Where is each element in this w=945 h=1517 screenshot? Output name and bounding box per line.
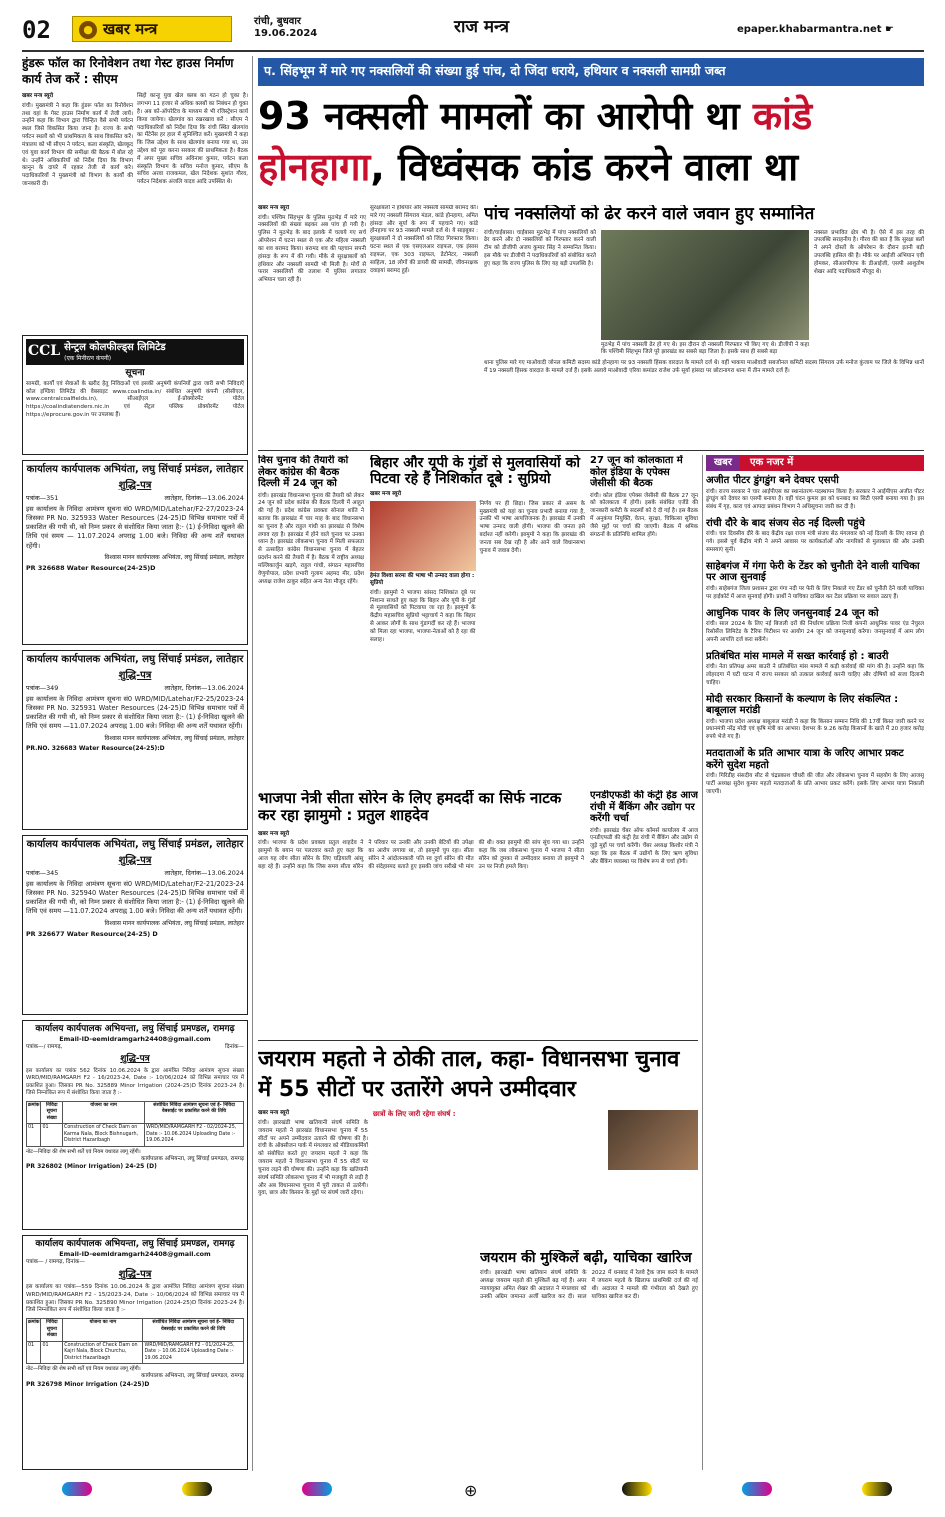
brand-logo-icon: ● [79,21,97,39]
header-date: रांची, बुधवार 19.06.2024 [254,16,318,39]
left-story-headline: हुंडरू फॉल का रिनोवेशन तथा गेस्ट हाउस निर्माण कार्य तेज करें : सीएम [22,56,234,86]
ccl-tag: सूचना [125,367,145,378]
masthead [22,14,924,48]
ccl-notice [22,335,248,455]
ek-nazar-item: रांची दौरे के बाद संजय सेठ नई दिल्ली पहुंचे रांची। चार दिवसीय दौरे के बाद केंद्रीय रक्षा राज्य मंत्री संजय सेठ मंगलवार को नई दिल्ली के लिए रवाना हो गये। इससे पूर्व केंद्रीय मंत्री ने अपने आवास पर कार्यकर्ताओं और नागरिकों से मुलाकात की और उनकी समस्याएं सुनीं। [706,517,924,554]
supriyo-photo [370,501,476,571]
honour-story: पांच नक्सलियों को ढेर करने वाले जवान हुए सम्मानित रांची/चाईबासा। चाईबासा मुठभेड़ में पांच नक्सलियों को ढेर करने और दो नक्सलियों को गिरफ्तार करने वाली टीम को डीजीपी अजय कुमार सिंह ने सम्मानित किया। इस मौके पर डीजीपी ने पदाधिकारियों को संबोधित करते हुए कहा कि राज्य पुलिस के लिए यह बड़ी उपलब्धि है। मुठभेड़ में पांच नक्सली ढेर हो गए थे। इस दौरान दो नक्सली गिरफ्तार भी किए गए थे। डीजीपी ने कहा कि पश्चिमी सिंहभूम जिले पूरे झारखंड का सबसे बड़ा जिला है। इसके साथ ही सबसे बड़ा नक्सल प्रभावित क्षेत्र भी है। ऐसे में इस तरह की उपलब्धि सराहनीय है। गौरव की बात है कि सुरक्षा बलों ने अपने दोस्तों के ऑपरेशन के दौरान इतनी बड़ी उपलब्धि हासिल की है। मौके पर आईजी अभियान एवी होमकर, सीआरपीएफ के डीआईजी, एसपी आशुतोष शेखर आदि पदाधिकारी मौजूद थे। थाना पुलिस मारे गए माओवादी जोनल कमिटी सदस्य कांडे होनहागा पर 93 नक्सली हिंसक वारदात के मामले दर्ज थे। वहीं भाकपा माओवादी सबजोनल कमिटी सदस्य सिंगराय उर्फ मनोज कुंजाम पर जिले के विभिन्न थानों में 19 नक्सली हिंसक वारदात के मामले दर्ज हैं। इसके अलावे माओवादी एरिया कमांडर राजेश उर्फ सूर्या हांसदा पर छोटानागरा थाना में तीन मामले दर्ज हैं। [484,205,924,375]
notice-latehar-2: कार्यालय कार्यपालक अभियंता, लघु सिंचाई प्रमंडल, लातेहार शुद्धि-पत्र पत्रांक—349 लातेहार, दिनांक—13.06.2024 इस कार्यालय के निविदा आमंत्रण सूचना सं0 WRD/MID/Latehar/F2-25/2023-24 जिसका PR No. 325931 Water Resources (24-25)D विभिन्न समाचार पत्रों में प्रकाशित की गयी थी, को निम्न प्रकार से संशोधित किया जाता है:- (1) ई-निविदा खुलने की तिथि एवं समय —11.07.2024 अपराह्न 1.00 बजे। निविदा की अन्य शर्तें यथावत रहेंगी। विश्वास मानन कार्यपालक अभियंता, लघु सिंचाई प्रमंडल, लातेहार PR.NO. 326683 Water Resource(24-25):D [22,650,248,830]
ek-nazar-item: आधुनिक पावर के लिए जनसुनवाई 24 जून को रांची। साल 2024 के लिए नई बिजली दरों की निर्धारण प्रक्रिया निजी कंपनी आधुनिक पावर एंड नेचुरल रिसोर्सेज लिमिटेड के टैरिफ पिटीशन पर आयोग 24 जून को जनसुनवाई करेगा। जनसुनवाई में आम लोग अपनी आपत्ति दर्ज करा सकेंगे। [706,607,924,643]
notice-ramgarh-1: कार्यालय कार्यपालक अभियन्ता, लघु सिंचाई प्रमण्डल, रामगढ़ Email-ID-eemidramgarh24408@gmail.com पत्रांक—/ रामगढ़, दिनांक— शुद्धि-पत्र इस कार्यालय का पत्रांक 562 दिनांक 10.06.2024 के द्वारा आमंत्रित निविदा आमंत्रण सूचना संख्या WRD/MID/RAMGARH F2 - 16/2023-24, Date :- 10/06/2024 को विभिन्न समाचार पत्र में प्रकाशित हुआ। जिसका PR No. 325889 Minor Irrigation (2024-25)D दिनांक 2023-24 है। जिसे निम्नांकित रूप में संशोधित किया जाता है :- क्रमांक निविदा सूचना संख्या योजना का नाम संशोधित निविदा आमंत्रण सूचना एवं ई- निविदा वेबसाईट पर प्रकाशित करने की तिथि 01 01 Construction of Check Dam on Karma Nala, Block Bishnugarh, District Hazaribagh WRD/MID/RAMGARH F2 - 02/2024-25, Date :- 10.06.2024 Uploading Date :- 19.06.2024 नोट—निविदा की शेष सभी शर्तें एवं नियम यथावत लागू रहेंगी। कार्यपालक अभियन्ता, लघु सिंचाई प्रमण्डल, रामगढ़ PR 326802 (Minor Irrigation) 24-25 (D) [22,1020,248,1230]
color-mark [622,1482,652,1496]
left-story [22,56,248,326]
notice-ramgarh-1-table: क्रमांक निविदा सूचना संख्या योजना का नाम संशोधित निविदा आमंत्रण सूचना एवं ई- निविदा वेबसाईट पर प्रकाशित करने की तिथि 01 01 Construction of Check Dam on Karma Nala, Block Bishnugarh, District Hazaribagh WRD/MID/RAMGARH F2 - 02/2024-25, Date :- 10.06.2024 Uploading Date :- 19.06.2024 [26,1101,244,1147]
ek-nazar-box [706,455,924,1470]
ek-nazar-item: मोदी सरकार किसानों के कल्याण के लिए संकल्पित : बाबूलाल मरांडी रांची। भाजपा प्रदेश अध्यक्ष बाबूलाल मरांडी ने कहा कि किसान सम्मान निधि की 17वीं किस्त जारी करने पर प्रधानमंत्री नरेंद्र मोदी एवं कृषि मंत्री का आभार। देशभर के 9.26 करोड़ किसानों के खाते में 20 हजार करोड़ रुपये भेजे गए हैं। [706,693,924,741]
notice-latehar-1: कार्यालय कार्यपालक अभियंता, लघु सिंचाई प्रमंडल, लातेहार शुद्धि-पत्र पत्रांक—351 लातेहार, दिनांक—13.06.2024 इस कार्यालय के निविदा आमंत्रण सूचना सं0 WRD/MID/Latehar/F2-27/2023-24 जिसका PR No. 325933 Water Resources (24-25)D विभिन्न समाचार पत्रों में प्रकाशित की गयी थी, को निम्न प्रकार से संशोधित किया जाता है:- (1) ई-निविदा खुलने की तिथि एवं समय — 11.07.2024 अपराह्न 1.00 बजे। निविदा की अन्य शर्तें यथावत रहेंगी। विश्वास मानन कार्यपालक अभियंता, लघु सिंचाई प्रमंडल, लातेहार PR 326688 Water Resource(24-25)D [22,460,248,645]
left-story-col2: सिद्दो कान्हू युवा खेल क्लब का गठन हो चुका है। लगभग 11 हजार से अधिक क्लबों का निबंधन हो चुका है। अब को-ऑपरेटिव के माध्यम से भी रजिस्ट्रेशन कार्य किया जायेगा। खेलगांव का रखरखाव करें : सीएम ने पदाधिकारियों को निर्देश दिया कि रांची स्थित खेलगांव का मेंटेनेंस हर हाल में सुनिश्चित करें। मुख्यमंत्री ने कहा कि जिस उद्देश्य के साथ खेलगांव बनाया गया था, उस उद्देश्य को पूरा करना सरकार की प्राथमिकता है। बैठक में अपर मुख्य सचिव अविनाश कुमार, पर्यटन कला संस्कृति विभाग के सचिव मनोज कुमार, सीएम के सचिव अरवा राजकमल, खेल निदेशक सुशांत गौरव, पर्यटन निदेशक अंजलि यादव आदि उपस्थित थे। [137,93,248,186]
cursor-icon: ☛ [885,24,894,35]
section-name: राज मन्त्र [454,17,509,37]
color-mark [302,1482,332,1496]
honour-headline: पांच नक्सलियों को ढेर करने वाले जवान हुए सम्मानित [484,205,815,224]
lead-headline: 93 नक्सली मामलों का आरोपी था कांडे होनहागा, विध्वंसक कांड करने वाला था [258,94,813,190]
kolkata-story: 27 जून को कोलकाता में कोल इंडिया के एपेक्स जेसीसी की बैठक रांची। कोल इंडिया एपेक्स जेसीसी की बैठक 27 जून को कोलकाता में होगी। इसके संबंधित एजेंडे की जानकारी कमेटी के सदस्यों को दे दी गई है। इस बैठक में अनुकंपा नियुक्ति, वेतन, सुरक्षा, चिकित्सा सुविधा जैसे मुद्दों पर चर्चा की जाएगी। बैठक में श्रमिक संगठनों के प्रतिनिधि शामिल होंगे। [590,455,698,538]
color-mark [742,1482,772,1496]
left-story-col1: रांची। मुख्यमंत्री ने कहा कि हुंडरू फॉल का रिनोवेशन तथा वहां के गेस्ट हाउस निर्माण कार्य में तेजी लायें। उन्होंने कहा कि विभाग द्वारा चिन्हित वैसे सभी पर्यटन स्थल जिसे विकसित किया जाना है। राज्य के सभी पर्यटन स्थलों को भी प्राथमिकता के साथ विकसित करें। मंत्रालय को भी सीएम ने पर्यटन, कला संस्कृति, खेलकूद एवं युवा कार्य विभाग की समीक्षा की बैठक में बोल रहे थे। उन्होंने अधिकारियों को निर्देश दिया कि विभाग कानून के दायरे में रहकर तेजी से कार्य करे। पदाधिकारियों ने मुख्यमंत्री को विभाग के कार्यों की जानकारी दी। [22,102,134,188]
ccl-subtitle: (एक मिनीरत्न कंपनी) [64,354,112,362]
color-mark [62,1482,92,1496]
ek-nazar-item: मतदाताओं के प्रति आभार यात्रा के जरिए आभार प्रकट करेंगे सुदेश महतो रांची। गिरिडीह संसदीय सीट से चंद्रप्रकाश चौधरी की जीत और लोकसभा चुनाव में सहयोग के लिए आजसू पार्टी अध्यक्ष सुदेश कुमार महतो मतदाताओं के प्रति आभार प्रकट करेंगे। इसके लिए आभार यात्रा निकाली जाएगी। [706,748,924,795]
header-url: epaper.khabarmantra.net ☛ [737,24,894,35]
ek-nazar-item: अजीत पीटर डुंगडुंग बने देवघर एसपी रांची। राज्य सरकार ने चार आईपीएस का स्थानांतरण-पदस्थापन किया है। सरकार ने आईपीएस अजीत पीटर डुंगडुंग को देवघर का एसपी बनाया है। वहीं चंदन कुमार झा को धनबाद का सिटी एसपी बनाया गया है। इस संबंध में गृह, कारा एवं आपदा प्रबंधन विभाग ने अधिसूचना जारी कर दी है। [706,475,924,511]
registration-mark-icon: ⊕ [464,1481,478,1500]
lead-strap: प. सिंहभूम में मारे गए नक्सलियों की संख्या हुई पांच, दो जिंदा धराये, हथियार व नक्सली सामग्री जब्त [258,58,924,86]
color-mark [862,1482,892,1496]
jairam-photo [608,1110,698,1170]
ccl-logo-icon: CCL [28,343,61,360]
congress-story: विस चुनाव की तैयारी को लेकर कांग्रेस की बैठक दिल्ली में 24 जून को रांची। झारखंड विधानसभा चुनाव की तैयारी को लेकर 24 जून को प्रदेश कांग्रेस की बैठक दिल्ली में आहूत की गई है। प्रदेश कांग्रेस प्रवक्ता सोनाल शांति ने बताया कि झारखंड में चार माह के बाद विधानसभा का चुनाव है और राहुल गांधी का झारखंड से विशेष लगाव रहा है। झारखंड में होने वाले चुनाव पर उनका ध्यान है। झारखंड लोकसभा चुनाव में मिली सफलता से उत्साहित कांग्रेस विधानसभा चुनाव में बेहतर प्रदर्शन करने की तैयारी में है। बैठक में राष्ट्रीय अध्यक्ष मल्लिकार्जुन खड़गे, राहुल गांधी, संगठन महासचिव वेणुगोपाल, प्रदेश प्रभारी गुलाम अहमद मीर, प्रदेश अध्यक्ष राजेश ठाकुर सहित अन्य नेता मौजूद रहेंगे। [258,455,364,585]
jairam-story: जयराम महतो ने ठोकी ताल, कहा- विधानसभा चुनाव में 55 सीटों पर उतारेंगे अपने उम्मीदवार खबर मन्त्र ब्यूरो रांची। झारखंडी भाषा खतियानी संघर्ष समिति के जयराम महतो ने झारखंड विधानसभा चुनाव में 55 सीटों पर अपने उम्मीदवार उतारने की घोषणा की है। रांची के ऑक्सीजन पार्क में मंगलवार को मीडियाकर्मियों को संबोधित करते हुए जयराम महतो ने कहा कि जयराम महतो ने विधानसभा चुनाव में 55 सीटों पर चुनाव लड़ने की घोषणा की। उन्होंने कहा कि खतियानी संघर्ष समिति लोकसभा चुनाव में भी मजबूती से लड़ी है और अब विधानसभा चुनाव में पूरी ताकत से उतरेगी। युवा, छात्र और किसान के मुद्दों पर संघर्ष जारी रहेगा। छात्रों के लिए जारी रहेगा संघर्ष : [258,1045,698,1245]
ccl-title: सेन्ट्रल कोलफील्ड्स लिमिटेड [64,342,166,353]
ndfd-story: एनडीएफडी की कंट्री हेड आज रांची में बैंकिंग और उद्योग पर करेंगी चर्चा रांची। झारखंड चेंबर ऑफ कॉमर्स कार्यालय में आज एनडीएफडी की कंट्री हेड रांची में बैंकिंग और उद्योग से जुड़े मुद्दों पर चर्चा करेंगी। चेंबर अध्यक्ष किशोर मंत्री ने कहा कि इस बैठक में उद्योगों के लिए ऋण सुविधा और बैंकिंग व्यवस्था पर विशेष रूप से चर्चा होगी। [590,790,698,865]
left-story-byline: खबर मन्त्र ब्यूरो [22,93,54,100]
notice-ramgarh-2: कार्यालय कार्यपालक अभियन्ता, लघु सिंचाई प्रमण्डल, रामगढ़ Email-ID-eemidramgarh24408@gmail.com पत्रांक— / रामगढ़, दिनांक— शुद्धि-पत्र इस कार्यालय का पत्रांक—559 दिनांक 10.06.2024 के द्वारा आमंत्रित निविदा आमंत्रण सूचना संख्या WRD/MID/RAMGARH F2 - 15/2023-24, Date :- 10/06/2024 को विभिन्न समाचार पत्र में प्रकाशित हुआ। जिसका PR No. 325890 Minor Irrigation (2024-25)D दिनांक 2023-24 है। जिसे निम्नांकित रूप में संशोधित किया जाता है :- क्रमांक निविदा सूचना संख्या योजना का नाम संशोधित निविदा आमंत्रण सूचना एवं ई- निविदा वेबसाईट पर प्रकाशित करने की तिथि 01 01 Construction of Check Dam on Kajri Nala, Block Churchu, District Hazaribagh WRD/MID/RAMGARH F2 - 01/2024-25, Date :- 10.06.2024 Uploading Date :- 19.06.2024 नोट—निविदा की शेष सभी शर्तें एवं नियम यथावत लागू रहेंगी। कार्यपालक अभियन्ता, लघु सिंचाई प्रमण्डल, रामगढ़ PR 326798 Minor Irrigation (24-25)D [22,1235,248,1470]
ek-nazar-item: प्रतिबंधित मांस मामले में सख्त कार्रवाई हो : बाउरी रांची। नेता प्रतिपक्ष अमर बाउरी ने प्रतिबंधित मांस मामले में कड़ी कार्रवाई की मांग की है। उन्होंने कहा कि लोहरदगा में घटी घटना में राज्य सरकार को तत्काल कार्रवाई करनी चाहिए और दोषियों को सजा दिलानी चाहिए। [706,650,924,686]
page-number: 02 [22,16,51,44]
color-mark [182,1482,212,1496]
notice-ramgarh-2-table: क्रमांक निविदा सूचना संख्या योजना का नाम संशोधित निविदा आमंत्रण सूचना एवं ई- निविदा वेबसाईट पर प्रकाशित करने की तिथि 01 01 Construction of Check Dam on Kajri Nala, Block Churchu, District Hazaribagh WRD/MID/RAMGARH F2 - 01/2024-25, Date :- 10.06.2024 Uploading Date :- 19.06.2024 [26,1318,244,1364]
honour-photo [601,230,809,340]
bihar-story: बिहार और यूपी के गुंडों से मुलवासियों को पिटवा रहे हैं निशिकांत दूबे : सुप्रियो खबर मन्त्र ब्यूरो हेमंत विश्वा सरमा की भाषा भी उन्माद वाला होगा : सुप्रियो रांची। झामुमो ने भाजपा सांसद निशिकांत दूबे पर निशाना साधते हुए कहा कि बिहार और यूपी के गुंडों से मूलवासियों को पिटवाया जा रहा है। झामुमो के केंद्रीय महासचिव सुप्रियो भट्टाचार्य ने कहा कि बिहार से आकर लोगों के साथ गुंडागर्दी कर रहे हैं। भाजपा को मिला रहा भाजपा, भाजपा-नेताओं को है रहा की सलाह। निर्णय पर ही छिड़ा। जिस प्रकार से असम के मुख्यमंत्री को यहां का चुनाव प्रभारी बनाया गया है, उनकी भी भाषा आपत्तिजनक है। झारखंड में उनकी भाषा उन्माद वाली होगी। भाजपा की जनता इसे बर्दाश्त नहीं करेगी। झामुमो ने कहा कि झारखंड की जनता सब देख रही है और आने वाले विधानसभा चुनाव में जवाब देगी। [370,455,585,643]
brand-bar [72,16,232,42]
brand-name: खबर मन्त्र [103,20,158,38]
jairam-petition-story: जयराम की मुश्किलें बढ़ी, याचिका खारिज रांची। झारखंडी भाषा खतियान संघर्ष समिति के अध्यक्ष जयराम महतो की मुश्किलें बढ़ गई हैं। अपर न्यायायुक्त अमित शेखर की अदालत ने मंगलवार को उनकी अग्रिम जमानत अर्जी खारिज कर दी। साल 2022 में धनबाद में रेलवे ट्रैक जाम करने के मामले में जयराम महतो के खिलाफ प्राथमिकी दर्ज की गई थी। अदालत ने मामले की गंभीरता को देखते हुए याचिका खारिज कर दी। [480,1250,698,1300]
ek-nazar-item: साहेबगंज में गंगा फेरी के टेंडर को चुनौती देने वाली याचिका पर आज सुनवाई रांची। साहेबगंज जिला प्रशासन द्वारा गंगा नदी पर फेरी के लिए निकाले गए टेंडर को चुनौती देने वाली याचिका पर हाईकोर्ट में आज सुनवाई होगी। प्रार्थी ने याचिका दाखिल कर टेंडर प्रक्रिया पर सवाल उठाए हैं। [706,560,924,600]
ccl-text: सामग्री, कार्यों एवं सेवाओं के खरीद हेतु निविदाओं एवं इसकी अनुषंगी कंपनियों द्वारा जारी सभी निविदाएँ कोल इण्डिया लिमिटेड की वेबसाइट www.coalindia.in/ संबंधित अनुषंगी कंपनी (सीसीएल, www.centralcoalfields.in), सीआईएल ई-प्रोक्योरमेंट पोर्टल https://coalindiatenders.nic.in एवं सेंट्रल पब्लिक प्रोक्योरमेंट पोर्टल https://eprocure.gov.in पर उपलब्ध हैं। [26,380,244,419]
lead-body: खबर मन्त्र ब्यूरो रांची। पश्चिम सिंहभूम के पुलिस मुठभेड़ में मारे गए नक्सलियों की संख्या बढ़कर अब पांच हो गयी है। पुलिस ने मुठभेड़ के बाद इलाके में चलाये गए सर्च ऑपरेशन में घटना स्थल से एक और महिला नक्सली का शव बरामद किया। बरामद शव की पहचान सपनी हांसदा के रूप में की गयी। मौके से सुरक्षाबलों को हथियार और नक्सली सामग्री भी मिली है। मोर्चे से फरार नक्सलियों की तलाश में पुलिस लगातार अभियान चला रही है। सुरक्षाबलों ने हथियार और नक्सली सामग्री बरामद की। मारे गए नक्सली सिंगराय मंडल, कांडे होनहागा, अमित हांसदा और सूर्या के रूप में पहचाने गए। कांडे होनहागा पर 93 नक्सली मामले दर्ज थे। ये साइबुका : सुरक्षाबलों ने दो नक्सलियों को जिंदा गिरफ्तार किया। घटना स्थल से एक एसएलआर राइफल, एक इंसास राइफल, एक 303 राइफल, डेटोनेटर, नक्सली साहित्य, 18 लोगों की डायरी की सामग्री, जीवनरक्षक दवाइयां बरामद हुई। [258,205,478,284]
notice-latehar-3: कार्यालय कार्यपालक अभियंता, लघु सिंचाई प्रमंडल, लातेहार शुद्धि-पत्र पत्रांक—345 लातेहार, दिनांक—13.06.2024 इस कार्यालय के निविदा आमंत्रण सूचना सं0 WRD/MID/Latehar/F2-21/2023-24 जिसका PR No. 325940 Water Resources (24-25)D विभिन्न समाचार पत्रों में प्रकाशित की गयी थी, को निम्न प्रकार से संशोधित किया जाता है:- (1) ई-निविदा खुलने की तिथि एवं समय —11.07.2024 अपराह्न 1.00 बजे। निविदा की अन्य शर्तें यथावत रहेंगी। विश्वास मानन कार्यपालक अभियंता, लघु सिंचाई प्रमंडल, लातेहार PR 326677 Water Resource(24-25) D [22,835,248,1015]
ek-nazar-header: खबर एक नजर में [706,455,924,471]
print-color-bar [22,1478,924,1502]
bjp-sita-story: भाजपा नेत्री सीता सोरेन के लिए हमदर्दी का सिर्फ नाटक कर रहा झामुमो : प्रतुल शाहदेव खबर मन्त्र ब्यूरो रांची। भाजपा के प्रदेश प्रवक्ता प्रतुल शाहदेव ने झामुमो के बयान पर पलटवार करते हुए कहा कि आज यह लोग सीता सोरेन के लिए घड़ियाली आंसू बहा रहे हैं। उन्होंने कहा कि जिस समय सीता सोरेन ने परिवार पर उनकी और उनकी बेटियों की उपेक्षा का आरोप लगाया था, तो झामुमो चुप रहा। सीता सोरेन ने आंदोलनकारी पति स्व दुर्गा सोरेन की मौत की संदेहास्पद बताते हुए इसकी जांच सरीखे भी मांग की थी। वक्त झामुमो की सांप सूंघ गया था। उन्होंने कहा कि जब लोकसभा चुनाव में भाजपा ने सीता सोरेन को दुमका से उम्मीदवार बनाया तो झामुमो ने उन पर निजी हमले किए। [258,790,584,870]
